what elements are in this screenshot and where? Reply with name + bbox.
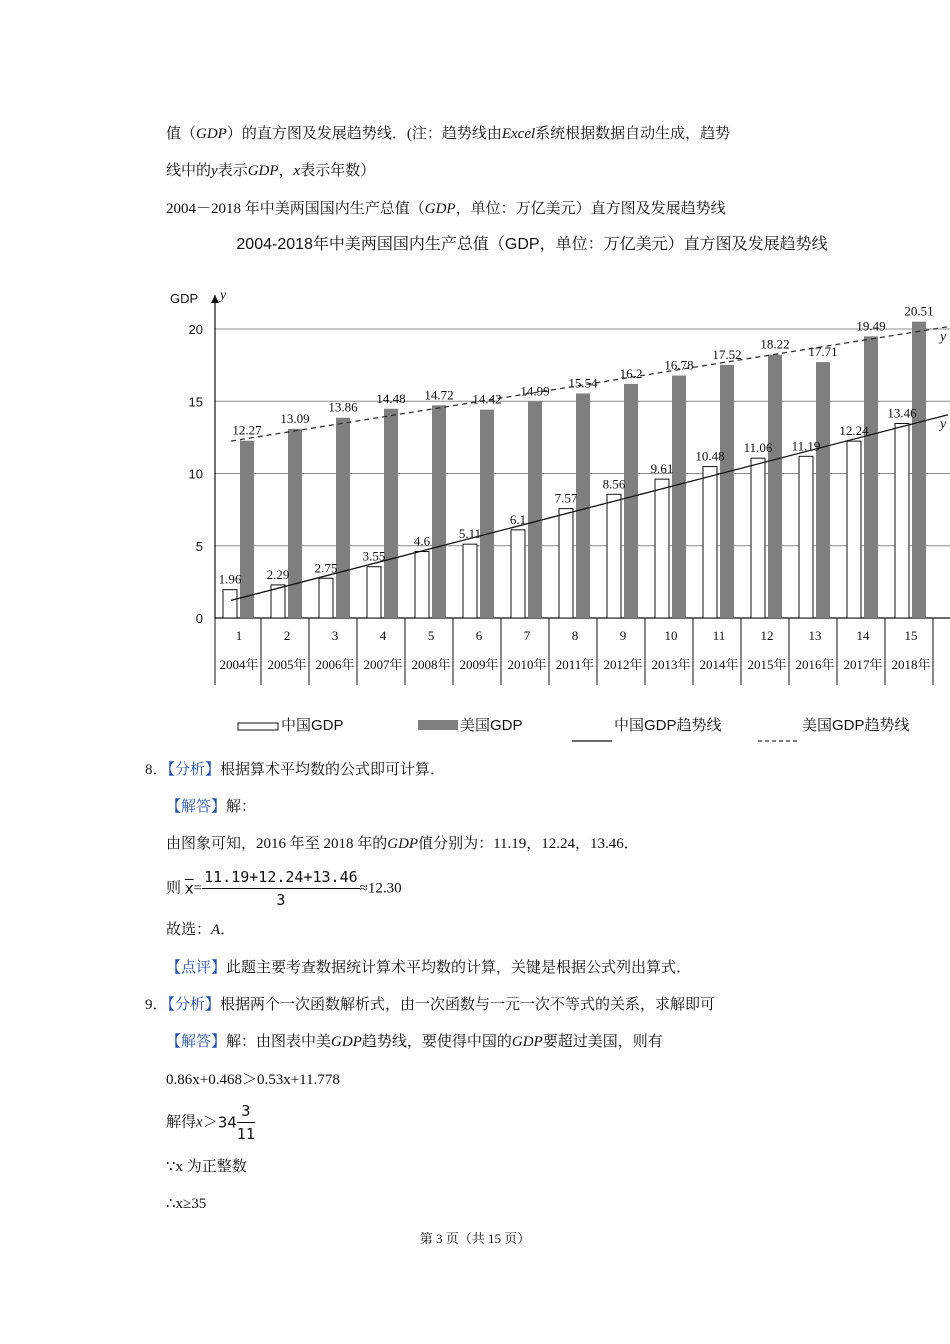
bar-china (847, 441, 861, 618)
year-label: 2005年 (267, 657, 307, 672)
bar-china (703, 467, 717, 618)
year-label: 2010年 (507, 657, 547, 672)
year-label: 2018年 (891, 657, 931, 672)
text-segment: ＞ (202, 1114, 218, 1131)
data-label-usa: 14.99 (520, 383, 550, 399)
x-tick-label: 3 (331, 628, 339, 643)
data-label-china: 6.1 (509, 511, 527, 527)
text-segment: ． (220, 922, 236, 938)
data-label-china: 7.57 (554, 490, 578, 506)
q9-inequality (166, 1070, 340, 1090)
answer-text: 解： (226, 799, 257, 815)
since-text: ∵x 为正整数 (166, 1159, 247, 1175)
text-segment: ）的直方图及发展趋势线．(注：趋势线由 (226, 126, 502, 142)
text-segment: ≈12.30 (359, 880, 402, 897)
bar-usa (864, 336, 878, 618)
data-label-usa: 17.52 (712, 346, 742, 362)
text-segment: 要超过美国，则有 (542, 1034, 663, 1050)
text-segment: 值（ (166, 126, 197, 142)
text-segment: 解：由图表中美 (226, 1034, 332, 1050)
mixed-number-fraction (237, 1100, 255, 1145)
x-tick-label: 4 (379, 628, 387, 643)
question-number: 9． (145, 997, 168, 1013)
data-label-usa: 14.72 (424, 387, 454, 403)
x-tick-label: 7 (523, 628, 531, 643)
text-segment: 线中的 (166, 163, 212, 179)
data-label-china: 13.46 (887, 405, 917, 421)
x-tick-label: 14 (856, 628, 870, 643)
q8-analysis (145, 760, 445, 780)
y-axis-arrow (211, 295, 219, 303)
data-label-usa: 19.49 (856, 318, 886, 334)
intro-line-2 (166, 161, 375, 181)
x-tick-label: 5 (427, 628, 435, 643)
x-tick-label: 12 (760, 628, 774, 643)
text-segment: y (211, 163, 218, 179)
bar-china (559, 509, 573, 618)
data-label-usa: 20.51 (904, 303, 934, 319)
text-segment: = (193, 880, 203, 897)
bar-china (511, 530, 525, 618)
text-segment: GDP (247, 163, 279, 179)
year-label: 2016年 (795, 657, 835, 672)
q9-solve (166, 1100, 255, 1145)
x-tick-label: 6 (475, 628, 483, 643)
data-label-china: 11.06 (743, 440, 773, 456)
bar-china (463, 544, 477, 618)
y-axis-var: y (220, 288, 227, 303)
year-label: 2008年 (411, 657, 451, 672)
year-label: 2017年 (843, 657, 883, 672)
q9-analysis (145, 995, 715, 1015)
x-tick-label: 15 (904, 628, 918, 643)
bar-usa (336, 418, 350, 618)
text-segment: GDP (511, 1034, 543, 1050)
x-tick-label: 8 (571, 628, 579, 643)
data-label-china: 2.29 (266, 566, 290, 582)
data-label-china: 4.6 (413, 533, 431, 549)
page-footer: 第 3 页（共 15 页） (419, 1231, 531, 1246)
text-segment: 值分别为：11.19，12.24，13.46． (418, 836, 639, 852)
trendline-label: y (940, 329, 947, 345)
x-tick-label: 2 (283, 628, 291, 643)
y-tick-label: 10 (188, 466, 203, 482)
text-segment: x (196, 1114, 203, 1131)
bar-usa (528, 401, 542, 618)
fraction-denominator: 3 (276, 891, 286, 909)
text-segment: 表示 (217, 163, 248, 179)
bar-usa (240, 441, 254, 618)
data-label-usa: 14.48 (376, 390, 406, 406)
mean-symbol: $\overline{x}$ (184, 879, 194, 898)
chart-caption (166, 199, 726, 219)
data-label-china: 9.61 (650, 461, 674, 477)
year-label: 2004年 (219, 657, 259, 672)
bar-usa (720, 365, 734, 618)
bar-china (223, 590, 237, 618)
year-label: 2009年 (459, 657, 499, 672)
legend-swatch-usa (418, 720, 458, 730)
year-label: 2013年 (651, 657, 691, 672)
year-label: 2014年 (699, 657, 739, 672)
legend-swatch-china (238, 723, 278, 730)
text-segment: 系统根据数据自动生成，趋势 (535, 126, 731, 142)
text-segment: GDP (424, 201, 456, 217)
question-number: 8． (145, 762, 168, 778)
q9-answer (166, 1032, 663, 1052)
text-segment: 解得 (166, 1114, 197, 1131)
data-label-usa: 18.22 (760, 336, 790, 352)
data-label-usa: 13.86 (328, 399, 358, 415)
bar-china (415, 552, 429, 618)
data-label-usa: 17.71 (808, 344, 838, 360)
y-tick-label: 15 (188, 394, 203, 410)
answer-tag: 【解答】 (166, 1034, 227, 1050)
data-label-china: 11.19 (791, 438, 821, 454)
data-label-usa: 15.54 (568, 375, 598, 391)
q8-choice (166, 920, 235, 940)
text-segment: GDP (387, 836, 419, 852)
analysis-tag: 【分析】 (167, 997, 221, 1013)
text-segment: 由图象可知，2016 年至 2018 年的 (166, 836, 388, 852)
year-label: 2015年 (747, 657, 787, 672)
analysis-tag: 【分析】 (167, 762, 221, 778)
therefore-text: ∴x≥35 (166, 1196, 207, 1212)
x-tick-label: 1 (235, 628, 243, 643)
answer-tag: 【解答】 (166, 799, 227, 815)
data-label-china: 10.48 (695, 448, 725, 464)
x-tick-label: 13 (808, 628, 822, 643)
q8-values (166, 834, 639, 854)
text-segment: x (293, 163, 301, 179)
text-segment: GDP (331, 1034, 362, 1050)
mean-fraction (202, 866, 360, 911)
bar-usa (672, 376, 686, 618)
data-label-usa: 16.2 (619, 365, 643, 381)
trendline-label: y (940, 417, 947, 433)
text-segment: 则 (166, 880, 182, 897)
q8-formula (166, 866, 402, 911)
intro-line-1 (166, 124, 730, 144)
bar-china (367, 567, 381, 618)
mixed-number-whole: 34 (217, 1113, 237, 1132)
x-tick-label: 10 (664, 628, 678, 643)
q8-comment (166, 958, 691, 978)
bar-usa (912, 322, 926, 618)
year-label: 2012年 (603, 657, 643, 672)
legend-label: 中国GDP趋势线 (614, 717, 722, 734)
text-segment: 表示年数） (300, 163, 376, 179)
year-label: 2007年 (363, 657, 403, 672)
fraction-numerator: 11.19+12.24+13.46 (202, 866, 360, 889)
data-label-china: 1.96 (218, 571, 242, 587)
text-segment: 2004－2018 年中美两国国内生产总值（ (166, 201, 425, 217)
analysis-text: 根据算术平均数的公式即可计算． (220, 762, 446, 778)
fraction-denominator: 11 (236, 1125, 255, 1143)
text-segment: GDP (196, 126, 227, 142)
bar-usa (768, 355, 782, 618)
gdp-chart (160, 225, 950, 750)
data-label-usa: 16.78 (664, 357, 694, 373)
data-label-china: 5.11 (458, 526, 482, 542)
text-segment: 故选： (166, 922, 212, 938)
bar-china (655, 479, 669, 618)
fraction-numerator: 3 (237, 1100, 255, 1123)
comment-text: 此题主要考查数据统计算术平均数的计算，关键是根据公式列出算式． (226, 960, 692, 976)
legend-label: 美国GDP趋势线 (802, 717, 910, 734)
year-label: 2011年 (555, 657, 595, 672)
bar-usa (432, 405, 446, 618)
x-tick-label: 11 (712, 628, 726, 643)
bar-usa (816, 362, 830, 618)
bar-usa (576, 393, 590, 618)
data-label-usa: 14.42 (472, 391, 502, 407)
bar-usa (480, 410, 494, 618)
comment-tag: 【点评】 (166, 960, 227, 976)
data-label-china: 12.24 (839, 423, 869, 439)
bar-usa (288, 429, 302, 618)
text-segment: Excel (501, 126, 536, 142)
analysis-text: 根据两个一次函数解析式，由一次函数与一元一次不等式的关系，求解即可 (220, 997, 716, 1013)
data-label-china: 3.55 (362, 548, 386, 564)
bar-usa (384, 409, 398, 618)
year-label: 2006年 (315, 657, 355, 672)
data-label-china: 2.75 (314, 560, 338, 576)
text-segment: ， (278, 163, 294, 179)
y-tick-label: 0 (195, 611, 203, 626)
inequality-text: 0.86x+0.468＞0.53x+11.778 (166, 1072, 340, 1088)
y-axis-label: GDP (170, 291, 199, 306)
y-tick-label: 20 (188, 322, 203, 337)
bar-china (319, 578, 333, 618)
text-segment: ，单位：万亿美元）直方图及发展趋势线 (455, 201, 726, 217)
x-tick-label: 9 (619, 628, 627, 643)
bar-china (799, 456, 813, 618)
bar-china (895, 424, 909, 618)
text-segment: 趋势线，要使得中国的 (361, 1034, 512, 1050)
bar-usa (624, 384, 638, 618)
chart-title: 2004-2018年中美两国国内生产总值（GDP，单位：万亿美元）直方图及发展趋势线 (236, 236, 828, 253)
data-label-usa: 13.09 (280, 410, 310, 426)
q9-therefore (166, 1194, 206, 1214)
legend-label: 中国GDP (281, 717, 344, 734)
y-tick-label: 5 (195, 538, 203, 554)
choice-letter: A (211, 922, 221, 938)
data-label-china: 8.56 (602, 476, 626, 492)
legend-label: 美国GDP (460, 717, 523, 734)
bar-china (751, 458, 765, 618)
q9-since (166, 1157, 247, 1177)
q8-answer-head (166, 797, 256, 817)
data-label-usa: 12.27 (232, 422, 262, 438)
bar-china (607, 494, 621, 618)
